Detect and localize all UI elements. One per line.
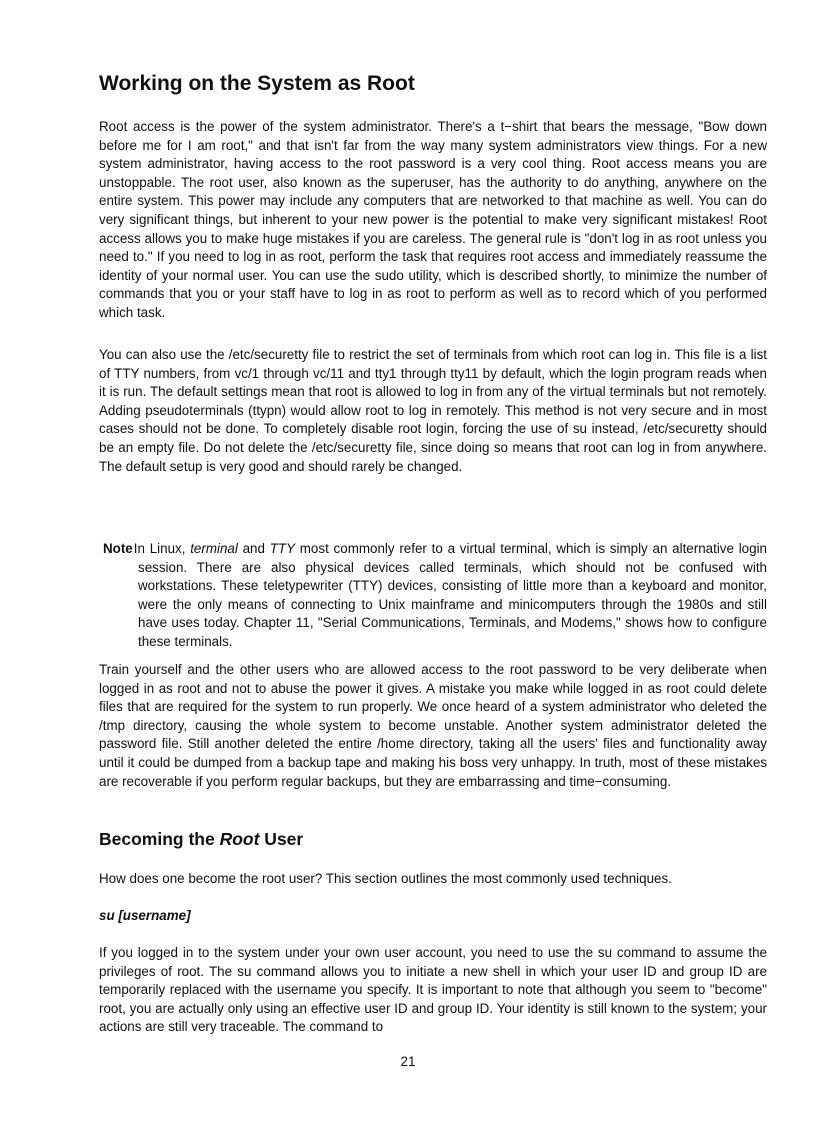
- paragraph-text: How does one become the root user? This section outlines the most commonly used techniques.: [99, 871, 672, 886]
- note-text: [103, 540, 767, 652]
- subheading-su: [99, 907, 767, 926]
- note-text-part: most commonly refer to a virtual terminal, which is simply an alternative login session. There are also physical devices called terminals, which should not be confused with workstations. These teletypewriter (TTY) devices, consisting of little more than a keyboard and monitor, were the only means of connecting to Unix mainframe and minicomputers through the 1980s and still have uses today. Chapter 11, "Serial Communications, Terminals, and Modems," shows how to configure these terminals.: [138, 541, 767, 649]
- paragraph-becoming-root: [99, 870, 767, 889]
- note-emphasis-terminal: terminal: [190, 541, 238, 556]
- paragraph-su-command: [99, 944, 767, 1037]
- section-heading-emphasis: Root: [219, 829, 260, 849]
- note-label: Note: [103, 541, 133, 556]
- chapter-heading: Working on the System as Root: [99, 72, 415, 95]
- paragraph-text: Train yourself and the other users who are allowed access to the root password to be very deliberate when logged in as root and not to abuse the power it gives. A mistake you make while logged in as root could delete files that are required for the system to run properly. We once heard of a system administrator who deleted the /tmp directory, causing the whole system to become unstable. Another system administrator deleted the password file. Still another deleted the entire /home directory, taking all the users' files and functionality away until it could be dumped from a backup tape and making his boss very unhappy. In truth, most of these mistakes are recoverable if you perform regular backups, but they are embarrassing and time−consuming.: [99, 662, 767, 789]
- section-heading-part: Becoming the: [99, 829, 220, 849]
- paragraph-root-access: [99, 118, 767, 323]
- note-block: [103, 540, 767, 652]
- subheading-text: su [username]: [99, 908, 191, 923]
- paragraph-text: You can also use the /etc/securetty file to restrict the set of terminals from which root can log in. This file is a list of TTY numbers, from vc/1 through vc/11 and tty1 through tty11 by default, which the login program reads when it is run. The default settings mean that root is allowed to log in from any of the virtual terminals but not remotely. Adding pseudoterminals (ttypn) would allow root to log in remotely. This method is not very secure and in most cases should not be done. To completely disable root login, forcing the use of su instead, /etc/securetty should be an empty file. Do not delete the /etc/securetty file, since doing so means that root can log in from anywhere. The default setup is very good and should rarely be changed.: [99, 347, 767, 474]
- page-number: 21: [400, 1054, 416, 1069]
- note-text-part: In Linux,: [133, 541, 191, 556]
- paragraph-text: Root access is the power of the system administrator. There's a t−shirt that bears the message, "Bow down before me for I am root," and that isn't far from the way many system administrators view things. For a new system administrator, having access to the root password is a very cool thing. Root access means you are unstoppable. The root user, also known as the superuser, has the authority to do anything, anywhere on the entire system. This power may include any computers that are networked to that machine as well. You can do very significant things, but inherent to your new power is the potential to make very significant mistakes! Root access allows you to make huge mistakes if you are careless. The general rule is "don't log in as root unless you need to." If you need to log in as root, perform the task that requires root access and immediately reassume the identity of your normal user. You can use the sudo utility, which is described shortly, to minimize the number of commands that you or your staff have to log in as root to perform as well as to record which of you performed which task.: [99, 119, 767, 320]
- section-heading: [99, 829, 303, 850]
- paragraph-train-yourself: [99, 661, 767, 791]
- section-heading-part: User: [259, 829, 304, 849]
- paragraph-text: If you logged in to the system under your own user account, you need to use the su command to assume the privileges of root. The su command allows you to initiate a new shell in which your user ID and group ID are temporarily replaced with the username you specify. It is important to note that although you seem to "become" root, you are actually only using an effective user ID and group ID. Your identity is still known to the system; your actions are still very traceable. The command to: [99, 945, 767, 1035]
- paragraph-securetty: [99, 346, 767, 476]
- note-emphasis-tty: TTY: [269, 541, 296, 556]
- note-text-part: and: [237, 541, 270, 556]
